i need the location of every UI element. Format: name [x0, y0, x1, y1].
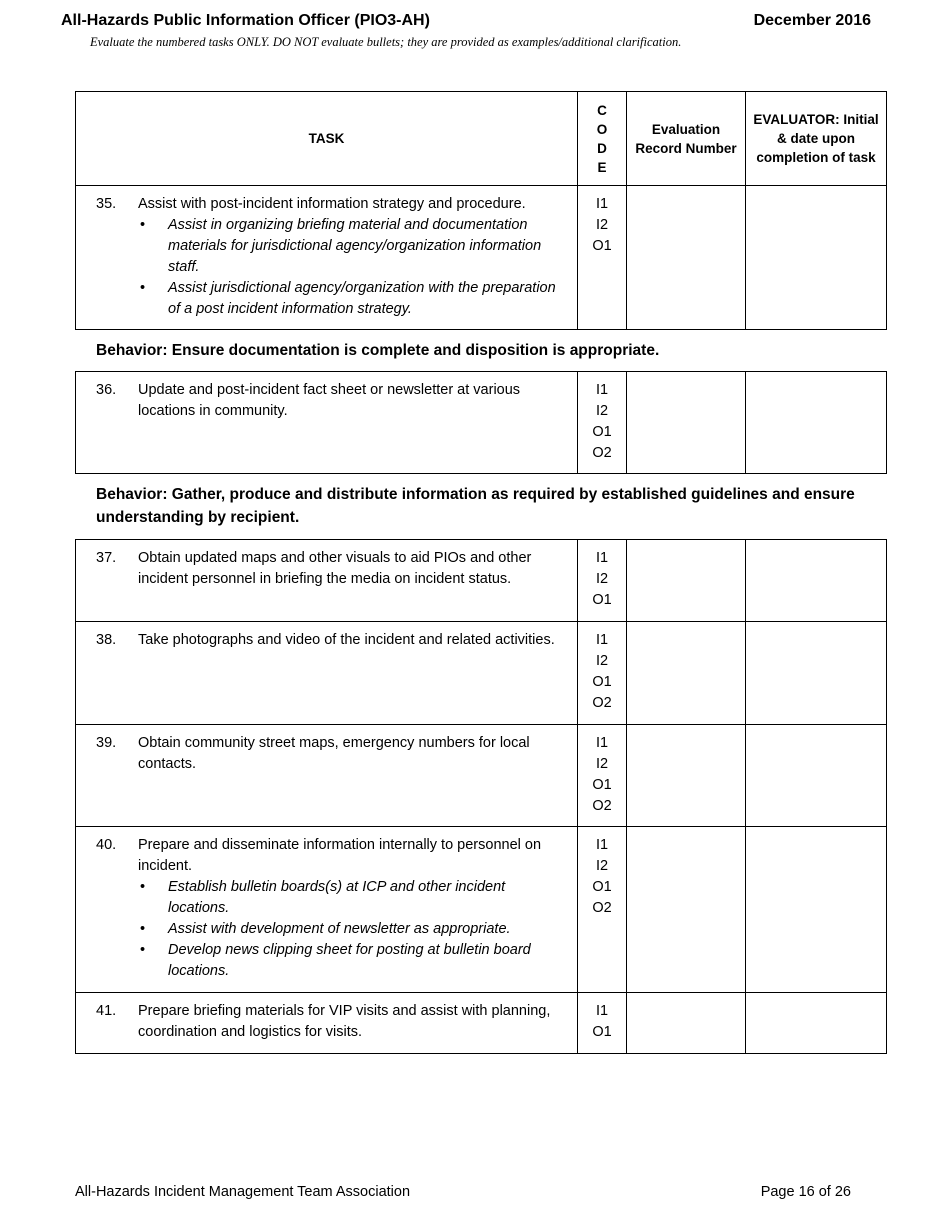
task-number: 41. [96, 1003, 117, 1019]
code-value: O2 [592, 695, 612, 711]
code-cell [578, 827, 627, 993]
code-value: I1 [595, 1003, 609, 1019]
task-number: 35. [96, 196, 117, 212]
table-row [76, 993, 887, 1054]
task-cell [76, 993, 578, 1054]
code-value: I1 [595, 382, 609, 398]
task-table-1 [75, 91, 887, 330]
task-cell [76, 372, 578, 474]
code-value: I2 [595, 571, 609, 587]
document-title: All-Hazards Public Information Officer (PIO3-AH) [61, 12, 430, 29]
evaluator-cell[interactable] [746, 993, 887, 1054]
task-number: 40. [96, 837, 117, 853]
task-cell [76, 827, 578, 993]
task-bullets [138, 877, 567, 982]
task-text: Obtain updated maps and other visuals to aid PIOs and other incident personnel in briefing the media on incident status. [138, 550, 532, 587]
evaluation-record-cell[interactable] [627, 186, 746, 330]
table-row [76, 725, 887, 827]
bullet-item: • Develop news clipping sheet for posting at bulletin board locations. [168, 940, 567, 982]
evaluation-record-cell[interactable] [627, 827, 746, 993]
behavior-heading: Behavior: Ensure documentation is complete and disposition is appropriate. [96, 342, 660, 359]
task-text: Update and post-incident fact sheet or newsletter at various locations in community. [138, 382, 521, 419]
evaluator-cell[interactable] [746, 186, 887, 330]
code-cell [578, 540, 627, 622]
code-value: O2 [592, 798, 612, 814]
task-table-2 [75, 371, 887, 474]
bullet-item: • Assist in organizing briefing material and documentation materials for jurisdictional agency/organization information staff. [168, 215, 567, 278]
bullet-item: • Assist jurisdictional agency/organization with the preparation of a post incident information strategy. [168, 278, 567, 320]
task-column-header: TASK [76, 92, 578, 186]
code-letter: C [597, 102, 607, 118]
table-row [76, 186, 887, 330]
task-text: Obtain community street maps, emergency numbers for local contacts. [138, 735, 530, 772]
code-value: I2 [595, 756, 609, 772]
task-text: Prepare and disseminate information internally to personnel on incident. [138, 837, 542, 874]
code-value: I2 [595, 858, 609, 874]
evaluator-cell[interactable] [746, 372, 887, 474]
evaluator-cell[interactable] [746, 827, 887, 993]
evaluation-record-column-header: Evaluation Record Number [627, 92, 746, 186]
code-cell [578, 993, 627, 1054]
footer-organization: All-Hazards Incident Management Team Association [75, 1184, 411, 1200]
task-number: 39. [96, 735, 117, 751]
table-header-row [76, 92, 887, 186]
evaluation-record-cell[interactable] [627, 993, 746, 1054]
code-column-header [578, 92, 627, 186]
task-text: Take photographs and video of the incident and related activities. [138, 632, 555, 648]
code-cell [578, 725, 627, 827]
code-value: I1 [595, 550, 609, 566]
behavior-heading: Behavior: Gather, produce and distribute information as required by established guidelines and ensure understanding by recipient. [96, 486, 855, 526]
table-row [76, 540, 887, 622]
task-number: 36. [96, 382, 117, 398]
task-table-3 [75, 539, 887, 1054]
evaluator-cell[interactable] [746, 540, 887, 622]
evaluation-record-cell[interactable] [627, 540, 746, 622]
task-bullets [138, 215, 567, 320]
table-row [76, 827, 887, 993]
code-cell [578, 372, 627, 474]
evaluator-cell[interactable] [746, 622, 887, 725]
bullet-item: • Assist with development of newsletter as appropriate. [168, 919, 567, 940]
code-letter: O [596, 121, 608, 137]
code-value: O1 [592, 777, 612, 793]
code-value: O1 [592, 879, 612, 895]
task-cell [76, 540, 578, 622]
code-value: O1 [592, 674, 612, 690]
task-number: 37. [96, 550, 117, 566]
code-cell [578, 186, 627, 330]
task-cell [76, 622, 578, 725]
table-row [76, 372, 887, 474]
task-number: 38. [96, 632, 117, 648]
code-letter: D [597, 140, 607, 156]
table-row [76, 622, 887, 725]
code-value: O2 [592, 445, 612, 461]
task-text: Prepare briefing materials for VIP visits and assist with planning, coordination and logistics for visits. [138, 1003, 551, 1040]
evaluation-record-cell[interactable] [627, 622, 746, 725]
evaluation-instruction: Evaluate the numbered tasks ONLY. DO NOT evaluate bullets; they are provided as examples/additional clarification. [90, 35, 682, 49]
code-value: I2 [595, 653, 609, 669]
task-cell [76, 725, 578, 827]
footer-page-number: Page 16 of 26 [760, 1184, 851, 1200]
evaluator-cell[interactable] [746, 725, 887, 827]
code-value: O1 [592, 1024, 612, 1040]
task-cell [76, 186, 578, 330]
code-letter: E [597, 159, 607, 175]
code-cell [578, 622, 627, 725]
code-value: O2 [592, 900, 612, 916]
code-value: O1 [592, 238, 612, 254]
bullet-item: • Establish bulletin boards(s) at ICP and other incident locations. [168, 877, 567, 919]
code-value: O1 [592, 592, 612, 608]
code-value: I1 [595, 196, 609, 212]
evaluator-column-header: EVALUATOR: Initial & date upon completion of task [746, 92, 887, 186]
document-date: December 2016 [753, 12, 871, 29]
code-value: I1 [595, 735, 609, 751]
code-value: O1 [592, 424, 612, 440]
code-value: I2 [595, 217, 609, 233]
evaluation-record-cell[interactable] [627, 725, 746, 827]
code-value: I2 [595, 403, 609, 419]
evaluation-record-cell[interactable] [627, 372, 746, 474]
task-text: Assist with post-incident information strategy and procedure. [138, 196, 526, 212]
code-value: I1 [595, 837, 609, 853]
code-value: I1 [595, 632, 609, 648]
